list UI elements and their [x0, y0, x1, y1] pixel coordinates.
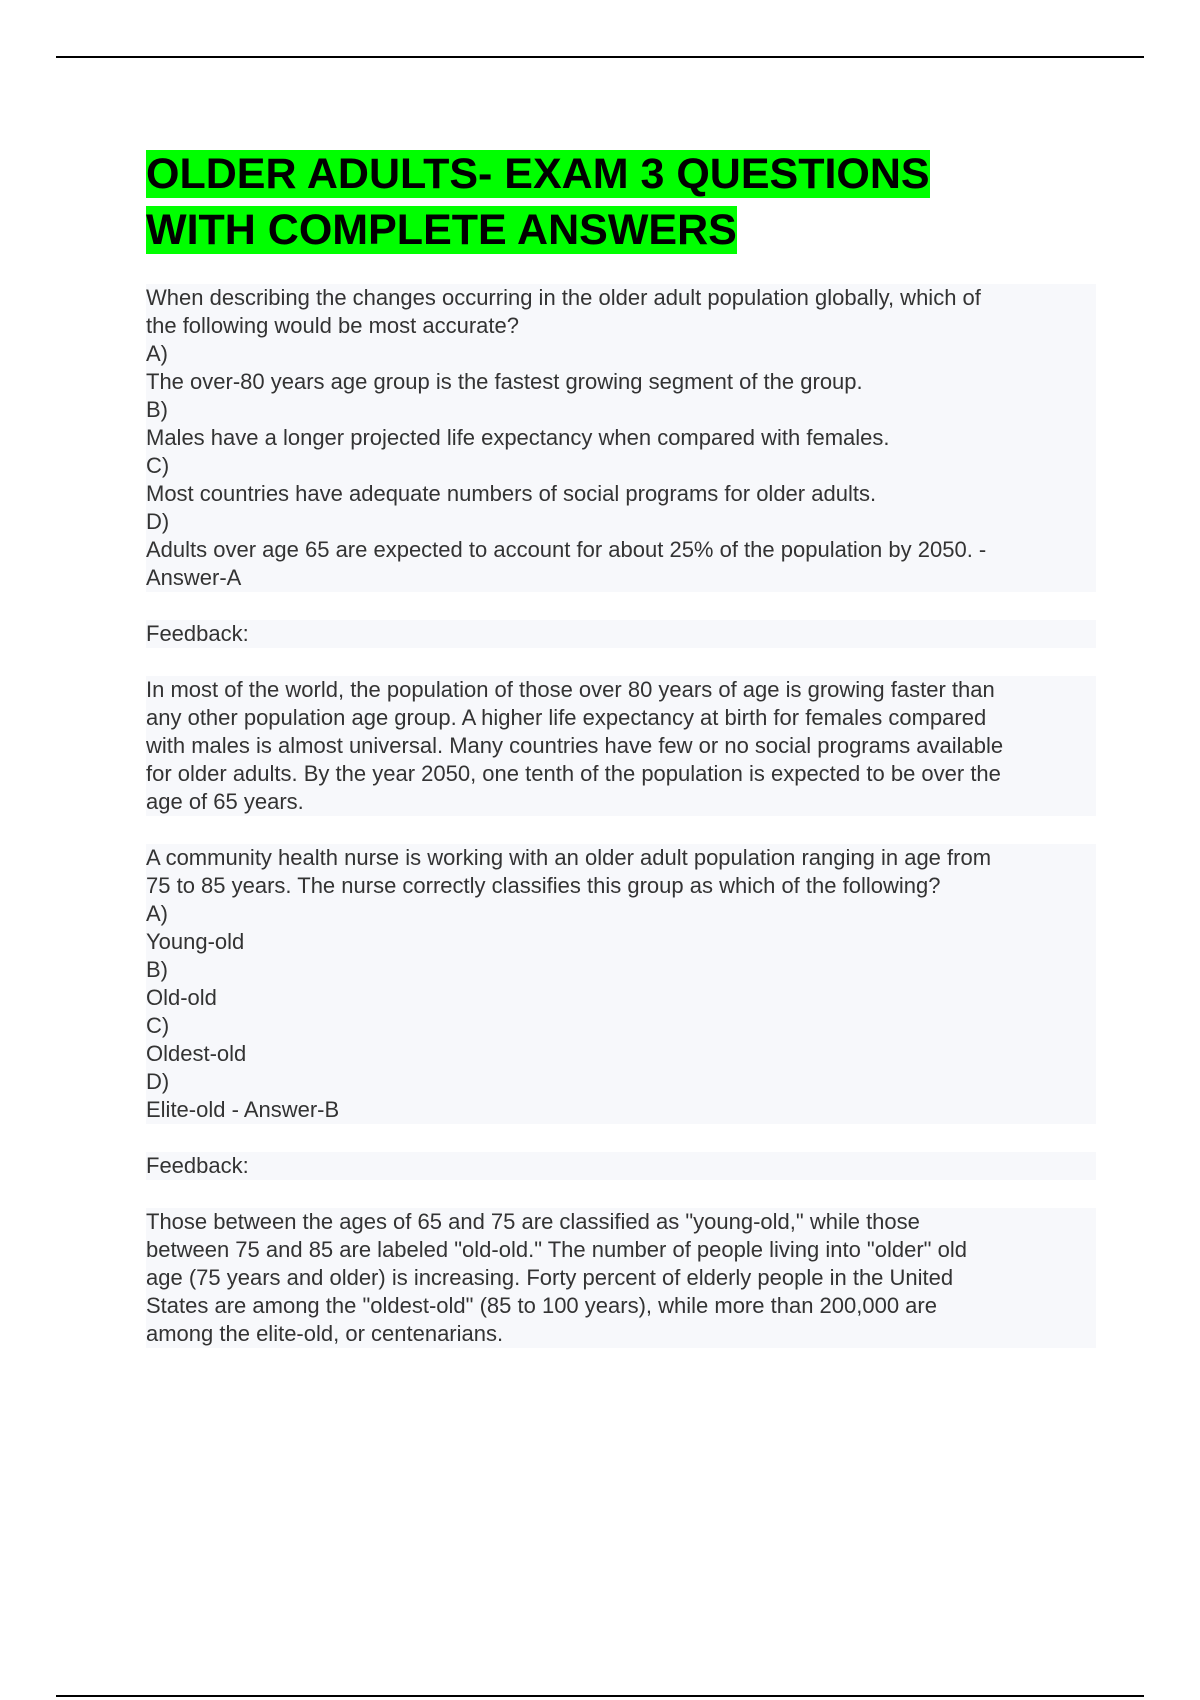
text-line: C) — [146, 1012, 1096, 1040]
text-line: Those between the ages of 65 and 75 are classified as "young-old," while those — [146, 1208, 1096, 1236]
text-block — [146, 284, 1096, 592]
text-line: When describing the changes occurring in the older adult population globally, which of — [146, 284, 1096, 312]
question-blocks — [146, 284, 1096, 1348]
text-line: In most of the world, the population of those over 80 years of age is growing faster than — [146, 676, 1096, 704]
text-line: Answer-A — [146, 564, 1096, 592]
text-line: C) — [146, 452, 1096, 480]
text-line: Feedback: — [146, 1152, 1096, 1180]
bottom-rule — [56, 1695, 1144, 1697]
text-block — [146, 844, 1096, 1124]
text-block — [146, 620, 1096, 648]
paragraph-gap — [146, 648, 1096, 676]
text-line: B) — [146, 956, 1096, 984]
text-block — [146, 1152, 1096, 1180]
text-line: Oldest-old — [146, 1040, 1096, 1068]
text-block — [146, 1208, 1096, 1348]
paragraph-gap — [146, 1180, 1096, 1208]
text-line: A community health nurse is working with an older adult population ranging in age from — [146, 844, 1096, 872]
text-block — [146, 676, 1096, 816]
text-line: among the elite-old, or centenarians. — [146, 1320, 1096, 1348]
text-line: States are among the "oldest-old" (85 to 100 years), while more than 200,000 are — [146, 1292, 1096, 1320]
text-line: D) — [146, 1068, 1096, 1096]
text-line: any other population age group. A higher life expectancy at birth for females compared — [146, 704, 1096, 732]
text-line: Males have a longer projected life expectancy when compared with females. — [146, 424, 1096, 452]
text-line: Old-old — [146, 984, 1096, 1012]
text-line: Most countries have adequate numbers of social programs for older adults. — [146, 480, 1096, 508]
text-line: Feedback: — [146, 620, 1096, 648]
text-line: Elite-old - Answer-B — [146, 1096, 1096, 1124]
paragraph-gap — [146, 816, 1096, 844]
document-body — [146, 146, 1096, 1348]
text-line: A) — [146, 900, 1096, 928]
text-line: Adults over age 65 are expected to account for about 25% of the population by 2050. - — [146, 536, 1096, 564]
title-line-1: OLDER ADULTS- EXAM 3 QUESTIONS — [146, 150, 930, 198]
text-line: between 75 and 85 are labeled "old-old." The number of people living into "older" old — [146, 1236, 1096, 1264]
text-line: the following would be most accurate? — [146, 312, 1096, 340]
text-line: Young-old — [146, 928, 1096, 956]
document-title — [146, 146, 1096, 258]
text-line: A) — [146, 340, 1096, 368]
text-line: for older adults. By the year 2050, one tenth of the population is expected to be over the — [146, 760, 1096, 788]
text-line: with males is almost universal. Many countries have few or no social programs available — [146, 732, 1096, 760]
text-line: D) — [146, 508, 1096, 536]
text-line: 75 to 85 years. The nurse correctly classifies this group as which of the following? — [146, 872, 1096, 900]
text-line: age (75 years and older) is increasing. Forty percent of elderly people in the United — [146, 1264, 1096, 1292]
top-rule — [56, 56, 1144, 58]
title-line-2: WITH COMPLETE ANSWERS — [146, 206, 737, 254]
text-line: B) — [146, 396, 1096, 424]
text-line: The over-80 years age group is the fastest growing segment of the group. — [146, 368, 1096, 396]
paragraph-gap — [146, 1124, 1096, 1152]
paragraph-gap — [146, 592, 1096, 620]
text-line: age of 65 years. — [146, 788, 1096, 816]
